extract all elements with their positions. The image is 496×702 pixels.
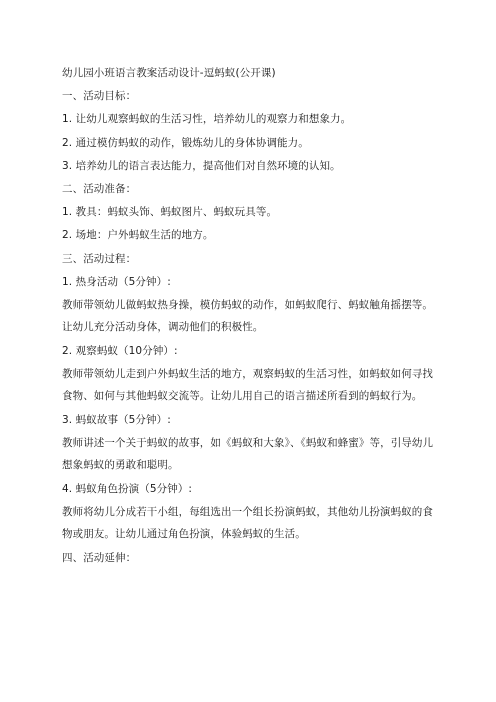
section-heading-extension: 四、活动延伸： (62, 551, 137, 564)
paragraph-line: 物或朋友。让幼儿通过角色扮演，体验蚂蚁的生活。 (62, 528, 306, 541)
step-title-roleplay: 4. 蚂蚁角色扮演（5分钟）: (62, 482, 193, 495)
step-body-warmup (62, 298, 442, 335)
paragraph-line: 食物、如何与其他蚂蚁交流等。让幼儿用自己的语言描述所看到的蚂蚁行为。 (62, 390, 423, 403)
paragraph-line: 想象蚂蚁的勇敢和聪明。 (62, 459, 179, 472)
step-body-story (62, 436, 442, 473)
section-heading-process: 三、活动过程： (62, 252, 137, 265)
paragraph-line: 教师带领幼儿做蚂蚁热身操，模仿蚂蚁的动作，如蚂蚁爬行、蚂蚁触角摇摆等。 (62, 298, 433, 311)
goal-item: 1. 让幼儿观察蚂蚁的生活习性，培养幼儿的观察力和想象力。 (62, 113, 352, 126)
paragraph-line: 教师将幼儿分成若干小组，每组选出一个组长扮演蚂蚁，其他幼儿扮演蚂蚁的食 (62, 505, 433, 518)
section-heading-preparation: 二、活动准备： (62, 182, 137, 195)
preparation-item: 1. 教具：蚂蚁头饰、蚂蚁图片、蚂蚁玩具等。 (62, 206, 278, 219)
step-body-observe (62, 367, 442, 404)
step-title-warmup: 1. 热身活动（5分钟）: (62, 275, 171, 288)
step-title-story: 3. 蚂蚁故事（5分钟）: (62, 413, 171, 426)
paragraph-line: 教师讲述一个关于蚂蚁的故事，如《蚂蚁和大象》、《蚂蚁和蜂蜜》等，引导幼儿 (62, 436, 434, 449)
preparation-item: 2. 场地：户外蚂蚁生活的地方。 (62, 229, 214, 242)
paragraph-line: 教师带领幼儿走到户外蚂蚁生活的地方，观察蚂蚁的生活习性，如蚂蚁如何寻找 (62, 367, 433, 380)
step-body-roleplay (62, 505, 442, 542)
step-title-observe: 2. 观察蚂蚁（10分钟）: (62, 344, 178, 357)
document-title: 幼儿园小班语言教案活动设计-逗蚂蚁(公开课) (62, 67, 276, 79)
goal-item: 2. 通过模仿蚂蚁的动作，锻炼幼儿的身体协调能力。 (62, 136, 309, 149)
goal-item: 3. 培养幼儿的语言表达能力，提高他们对自然环境的认知。 (62, 159, 341, 172)
document-body (62, 66, 442, 574)
section-heading-goals: 一、活动目标： (62, 90, 137, 103)
paragraph-line: 让幼儿充分活动身体，调动他们的积极性。 (62, 321, 264, 334)
